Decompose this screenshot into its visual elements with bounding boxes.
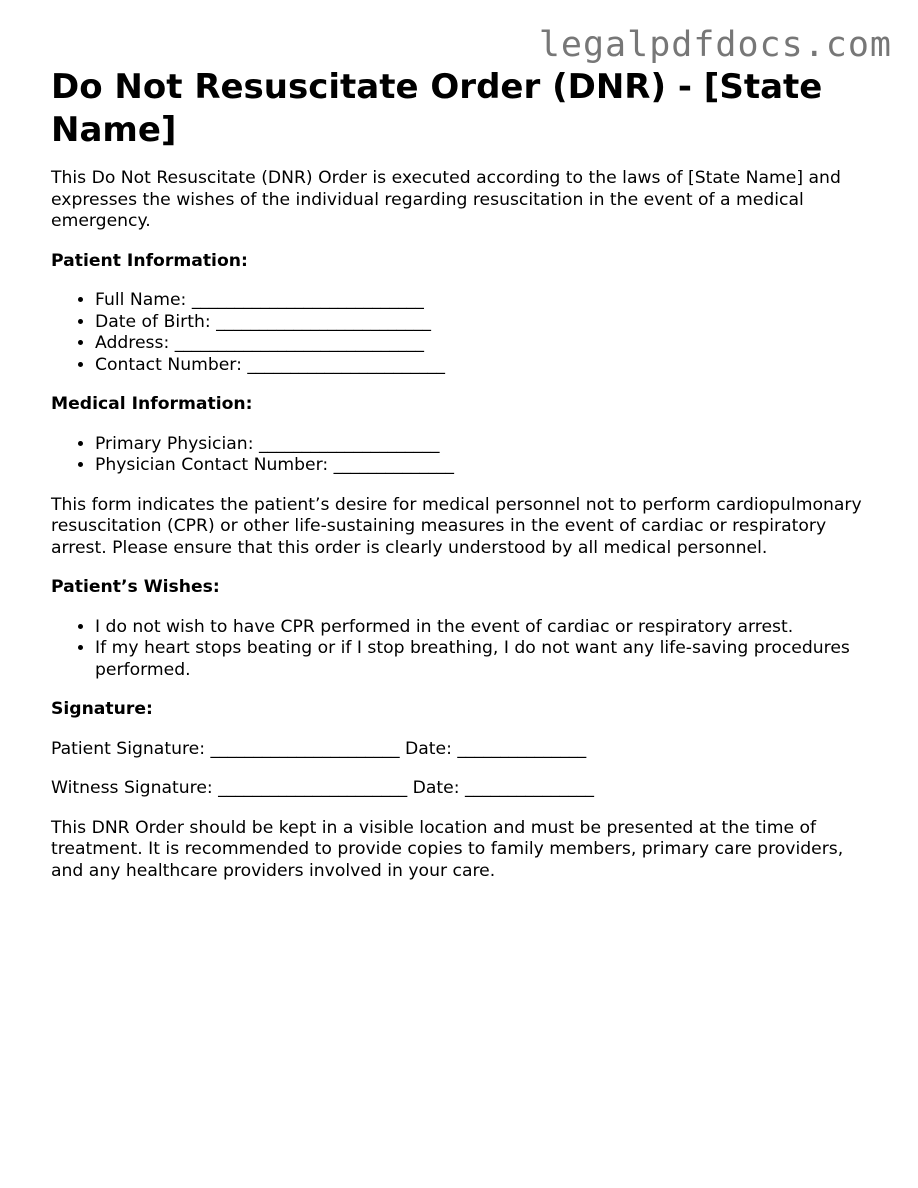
witness-signature-line: Witness Signature: ______________________ Date: _______________ <box>51 778 594 798</box>
document-body <box>51 66 871 900</box>
full-name-field: • Full Name: ___________________________ <box>95 290 871 312</box>
date-of-birth-field: • Date of Birth: _________________________ <box>95 312 871 334</box>
wish-item: • I do not wish to have CPR performed in the event of cardiac or respiratory arrest. <box>95 617 871 639</box>
form-statement-paragraph: This form indicates the patient’s desire for medical personnel not to perform cardiopulmonary resuscitation (CPR) or other life-sustaining measures in the event of cardiac or respiratory arrest. Please ensure that this order is clearly understood by all medical personnel. <box>51 494 862 558</box>
wish-item: • If my heart stops beating or if I stop breathing, I do not want any life-saving procedures performed. <box>95 638 871 681</box>
patient-signature-line: Patient Signature: ______________________ Date: _______________ <box>51 738 587 759</box>
primary-physician-field: • Primary Physician: _____________________ <box>95 434 871 456</box>
document-title: Do Not Resuscitate Order (DNR) - [State Name] <box>51 67 823 150</box>
physician-contact-field: • Physician Contact Number: ______________ <box>95 455 871 477</box>
medical-info-list <box>51 434 871 477</box>
watermark: legalpdfdocs.com <box>538 25 892 65</box>
contact-number-field: • Contact Number: _______________________ <box>95 355 871 377</box>
address-field: • Address: _____________________________ <box>95 333 871 355</box>
patient-info-list <box>51 290 871 376</box>
wishes-list <box>51 617 871 682</box>
signature-heading: Signature: <box>51 699 153 719</box>
medical-info-heading: Medical Information: <box>51 394 253 414</box>
patient-info-heading: Patient Information: <box>51 250 248 271</box>
wishes-heading: Patient’s Wishes: <box>51 577 220 597</box>
intro-paragraph: This Do Not Resuscitate (DNR) Order is executed according to the laws of [State Name] and expresses the wishes of the individual regarding resuscitation in the event of a medical emergency. <box>51 168 841 231</box>
closing-paragraph: This DNR Order should be kept in a visible location and must be presented at the time of treatment. It is recommended to provide copies to family members, primary care providers, and any healthcare providers involved in your care. <box>51 817 844 881</box>
